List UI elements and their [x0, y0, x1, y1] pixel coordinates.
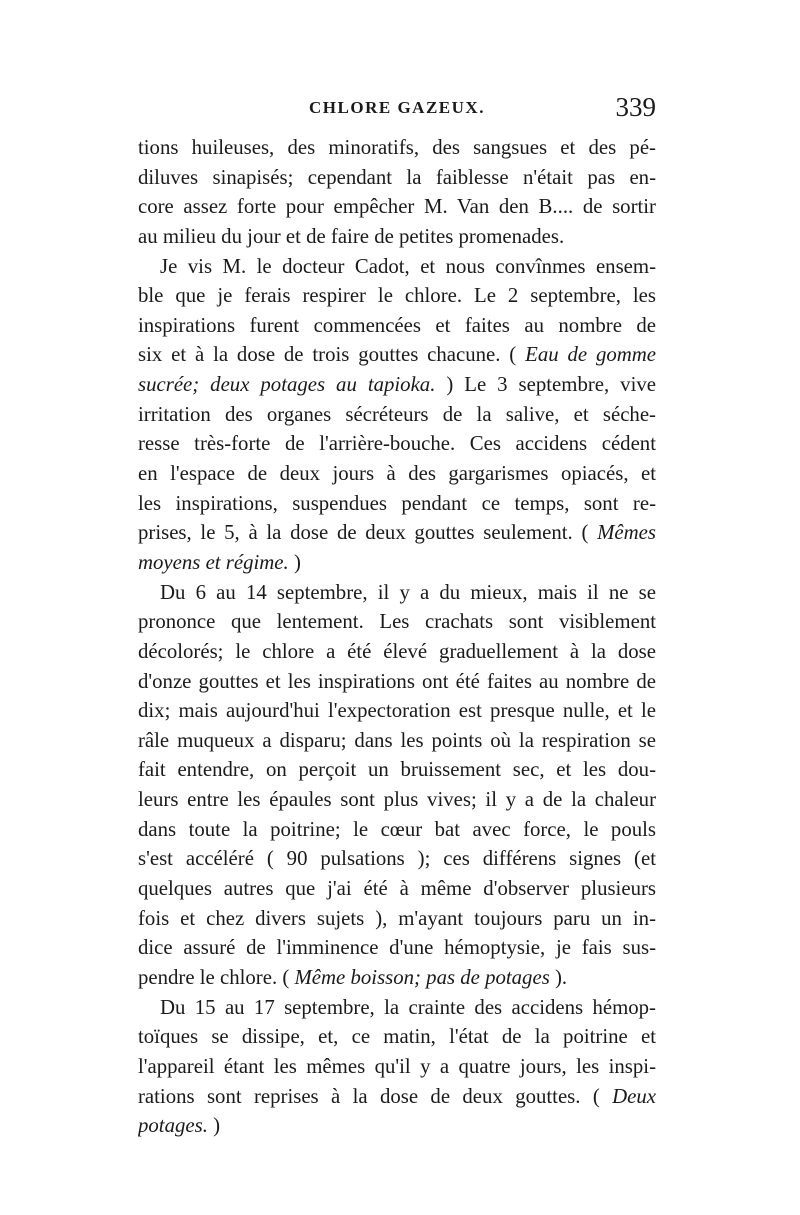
text-line: tions huileuses, des minoratifs, des sangsues et des pé-: [138, 136, 656, 159]
text-line: sucrée; deux potages au tapioka. ) Le 3 septembre, vive: [138, 373, 656, 397]
text-line: Du 6 au 14 septembre, il y a du mieux, mais il ne se: [160, 580, 656, 604]
text-line: resse très-forte de l'arrière-bouche. Ces accidens cédent: [138, 432, 656, 456]
text-line: l'appareil étant les mêmes qu'il y a quatre jours, les inspi-: [138, 1054, 656, 1078]
text-line: dice assuré de l'imminence d'une hémoptysie, je fais sus-: [138, 936, 656, 960]
text-line: en l'espace de deux jours à des gargarismes opiacés, et: [138, 462, 656, 486]
text-line: rations sont reprises à la dose de deux gouttes. ( Deux: [138, 1084, 656, 1108]
body-text: [138, 133, 656, 1141]
page-number: 339: [615, 92, 656, 122]
page-header: [138, 92, 656, 132]
text-line: potages. ): [138, 1114, 221, 1138]
text-line: Je vis M. le docteur Cadot, et nous convînmes ensem-: [160, 254, 656, 278]
text-line: les inspirations, suspendues pendant ce temps, sont re-: [138, 491, 656, 515]
text-line: dans toute la poitrine; le cœur bat avec force, le pouls: [138, 817, 656, 841]
text-line: dix; mais aujourd'hui l'expectoration est presque nulle, et le: [138, 699, 656, 723]
text-line: core assez forte pour empêcher M. Van den B.... de sortir: [138, 195, 656, 219]
text-line: irritation des organes sécréteurs de la salive, et séche-: [138, 402, 656, 426]
text-line: s'est accéléré ( 90 pulsations ); ces différens signes (et: [138, 847, 656, 871]
text-line: râle muqueux a disparu; dans les points où la respiration se: [138, 728, 656, 752]
text-line: ble que je ferais respirer le chlore. Le 2 septembre, les: [138, 284, 656, 308]
text-line: Du 15 au 17 septembre, la crainte des accidens hémop-: [160, 995, 656, 1019]
text-line: au milieu du jour et de faire de petites promenades.: [138, 224, 565, 248]
text-line: décolorés; le chlore a été élevé graduellement à la dose: [138, 639, 656, 663]
text-line: moyens et régime. ): [138, 550, 301, 574]
text-line: diluves sinapisés; cependant la faiblesse n'était pas en-: [138, 165, 656, 189]
running-title: CHLORE GAZEUX.: [309, 98, 485, 117]
text-line: pendre le chlore. ( Même boisson; pas de potages ).: [138, 965, 568, 989]
text-line: six et à la dose de trois gouttes chacune. ( Eau de gomme: [138, 343, 656, 367]
text-line: prises, le 5, à la dose de deux gouttes seulement. ( Mêmes: [138, 521, 656, 545]
text-line: inspirations furent commencées et faites au nombre de: [138, 313, 656, 337]
text-line: fait entendre, on perçoit un bruissement sec, et les dou-: [138, 758, 656, 782]
text-line: d'onze gouttes et les inspirations ont été faites au nombre de: [138, 669, 656, 693]
text-line: leurs entre les épaules sont plus vives; il y a de la chaleur: [138, 788, 656, 812]
text-line: fois et chez divers sujets ), m'ayant toujours paru un in-: [138, 906, 656, 930]
text-line: quelques autres que j'ai été à même d'observer plusieurs: [138, 877, 656, 901]
text-line: prononce que lentement. Les crachats sont visiblement: [138, 610, 656, 634]
text-line: toïques se dissipe, et, ce matin, l'état de la poitrine et: [138, 1025, 656, 1049]
